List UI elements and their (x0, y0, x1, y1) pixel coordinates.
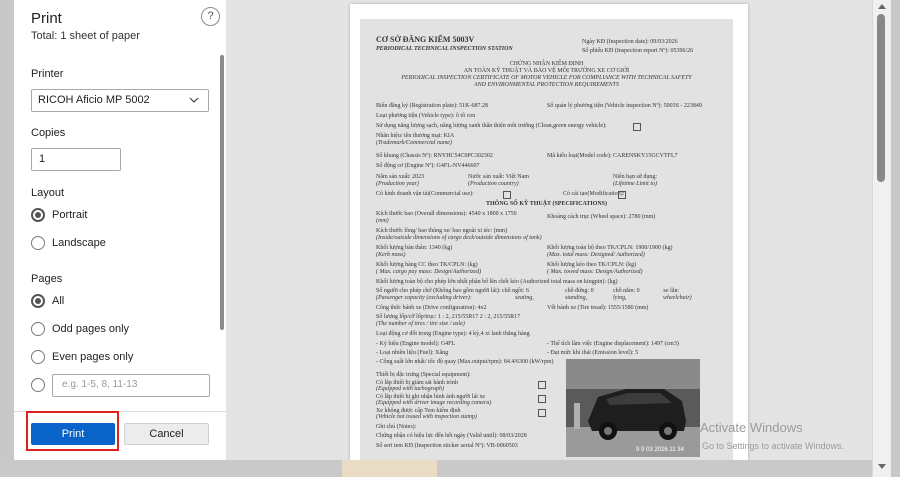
station-name: CƠ SỞ ĐĂNG KIỂM 5003V (376, 35, 475, 44)
print-settings-panel (14, 0, 227, 460)
scroll-up-icon[interactable] (878, 4, 886, 9)
cert-heading-1: CHỨNG NHẬN KIỂM ĐỊNH (509, 61, 584, 67)
doc-line: chỗ đứng: 0 (565, 288, 594, 294)
doc-line: Có kinh doanh vận tải(Commercial use): (376, 191, 474, 197)
doc-line: Nước sản xuất: Việt Nam (468, 174, 529, 180)
doc-line: seating, (515, 295, 534, 301)
doc-line: - Đạt mức khí thải (Emission level): 5 (547, 350, 639, 356)
doc-line: Có lắp thiết bị giám sát hành trình (376, 380, 458, 386)
doc-line: Nhãn hiệu/ tên thương mại: KIA (376, 133, 455, 139)
doc-line: standing, (565, 295, 588, 301)
doc-line: (Equipped with tachograph) (376, 386, 444, 392)
print-preview (226, 0, 872, 460)
chevron-down-icon (189, 93, 199, 111)
doc-line: (Production year) (376, 181, 419, 187)
checkbox (503, 191, 511, 199)
panel-scrollbar[interactable] (220, 55, 224, 330)
report-number: Số phiếu KĐ (Inspection report Nº): 05396/26 (582, 48, 694, 54)
doc-line: Có lắp thiết bị ghi nhận hình ảnh người lái xe (376, 394, 486, 400)
doc-line: Kích thước bao (Overall dimensions): 4540 x 1800 x 1750 (376, 211, 517, 217)
radio-custom-range[interactable] (31, 378, 45, 392)
doc-line: lying, (613, 295, 627, 301)
layout-option-landscape[interactable]: Landscape (52, 237, 106, 249)
printer-select[interactable] (31, 89, 209, 112)
doc-line: Thiết bị đặc trưng (Special equipment): (376, 372, 471, 378)
doc-line: - Công suất lớn nhất/ tốc độ quay (Max.output/rpm): 84.4/6300 (kW/rpm) (376, 359, 554, 365)
doc-line: Khối lượng bản thân: 1340 (kg) (376, 245, 453, 251)
layout-option-portrait[interactable]: Portrait (52, 209, 88, 221)
doc-line: (Equipped with driver image recording camera) (376, 400, 492, 406)
preview-scrollbar[interactable] (872, 0, 891, 477)
doc-line: (The number of tires / tire size / axle) (376, 321, 465, 327)
cert-heading-2: AN TOÀN KỸ THUẬT VÀ BẢO VỆ MÔI TRƯỜNG XE CƠ GIỚI (463, 68, 630, 74)
doc-line: (Kerb mass) (376, 252, 406, 258)
print-button[interactable]: Print (31, 423, 115, 445)
doc-line: (Production country) (468, 181, 519, 187)
doc-line: Biển đăng ký (Registration plate): 51K-687.28 (376, 103, 488, 109)
doc-line: - Loại nhiên liệu (Fuel): Xăng (376, 350, 449, 356)
doc-line: Số động cơ (Engine Nº): G4FL-NV446607 (376, 163, 480, 169)
radio-even[interactable] (31, 350, 45, 364)
preview-page (350, 4, 748, 460)
doc-line: Loại phương tiện (Vehicle type): ô tô con (376, 113, 476, 119)
inspection-date: Ngày KĐ (Inspection date): 09/03/2026 (582, 39, 678, 45)
checkbox (633, 123, 641, 131)
sheet-count: Total: 1 sheet of paper (31, 30, 140, 42)
doc-line: Năm sản xuất: 2023 (376, 174, 425, 180)
doc-line: (Inside/outside dimensions of cargo deck/outside dimensions of tank) (376, 235, 542, 241)
photo-timestamp: 9 9 03 2026 11 34 (636, 447, 684, 453)
doc-line: (Max. total mass: Designed/ Authorized) (547, 252, 645, 258)
pages-option-even[interactable]: Even pages only (52, 351, 134, 363)
scrollbar-thumb[interactable] (877, 14, 885, 182)
doc-line: - Ký hiệu (Engine model): G4FL (376, 341, 456, 347)
doc-line: Khối lượng toàn bộ cho phép lớn nhất phân bổ lên chốt kéo (Authorized total mass on kingpin): (kg) (376, 279, 618, 285)
doc-line: (Passenger capacity (excluding driver): (376, 295, 472, 301)
specs-heading: THÔNG SỐ KỸ THUẬT (SPECIFICATIONS) (485, 201, 608, 207)
pages-label: Pages (31, 273, 63, 285)
doc-line: Chứng nhận có hiệu lực đến hết ngày (Valid until): 08/03/2028 (376, 433, 527, 439)
radio-landscape[interactable] (31, 236, 45, 250)
checkbox (538, 395, 546, 403)
doc-line: Khối lượng toàn bộ theo TK/CPLN: 1900/1900 (kg) (547, 245, 673, 251)
doc-line: Mã kiểu loại(Model code): CARENSKY15GCVTFL7 (547, 153, 678, 159)
radio-all[interactable] (31, 294, 45, 308)
layout-label: Layout (31, 187, 65, 199)
printer-value: RICOH Aficio MP 5002 (38, 94, 150, 106)
radio-portrait[interactable] (31, 208, 45, 222)
doc-line: ( Max. cargo pay mass: Design/Authorized) (376, 269, 482, 275)
checkbox (618, 191, 626, 199)
doc-line: Ghi chú (Notes): (376, 424, 417, 430)
pages-option-all[interactable]: All (52, 295, 65, 307)
doc-line: xe lăn: (663, 288, 680, 294)
copies-label: Copies (31, 127, 66, 139)
page-title: Print (31, 10, 62, 27)
background-page-peek (342, 460, 437, 477)
doc-line: Vết bánh xe (Tire tread): 1555/1580 (mm) (547, 305, 649, 311)
page-range-placeholder: e.g. 1-5, 8, 11-13 (62, 379, 138, 390)
copies-input[interactable] (31, 148, 121, 171)
doc-line: chỗ nằm: 0 (613, 288, 640, 294)
doc-line: Công thức bánh xe (Drive configuration): 4x2 (376, 305, 487, 311)
doc-line: Xe không được cấp Tem kiểm định (376, 408, 461, 414)
doc-line: (mm) (376, 218, 389, 224)
doc-line: Số seri tem KĐ (Inspection sticker serial Nº): VB-0060503 (376, 443, 518, 449)
activation-watermark: Activate Windows (700, 420, 803, 435)
cert-heading-en-1: PERIODICAL INSPECTION CERTIFICATE OF MOTOR VEHICLE FOR COMPLIANCE WITH TECHNICAL SAFETY (401, 75, 692, 81)
doc-line: - Thể tích làm việc (Engine displacement): 1497 (cm3) (547, 341, 679, 347)
cert-heading-en-2: AND ENVIRONMENTAL PROTECTION REQUIREMENTS (474, 82, 619, 88)
checkbox (538, 381, 546, 389)
doc-line: Số quản lý phương tiện (Vehicle inspection Nº): 5003S - 223849 (547, 103, 702, 109)
doc-line: (Trademark/Commercial name) (376, 140, 452, 146)
printer-label: Printer (31, 68, 64, 80)
doc-line: Niên hạn sử dụng: (613, 174, 658, 180)
activation-watermark-sub: Go to Settings to activate Windows. (702, 441, 845, 451)
doc-line: Sử dụng năng lượng sạch, năng lượng xanh thân thiện môi trường (Clean,green energy vehicle): (376, 123, 607, 129)
page-range-input[interactable] (52, 374, 210, 397)
doc-line: Có cải tạo(Modification): (563, 191, 625, 197)
inspection-certificate (360, 19, 733, 460)
doc-line: Kích thước lòng/ bao thùng xe/ bao ngoài xi téc: (mm) (376, 228, 508, 234)
background-strip (0, 460, 872, 477)
station-name-en: PERIODICAL TECHNICAL INSPECTION STATION (376, 46, 513, 52)
cancel-button[interactable]: Cancel (124, 423, 209, 445)
doc-line: Số khung (Chassis Nº): RNYHC54C0PC302302 (376, 153, 493, 159)
doc-line: (Vehicle not issued with inspection stamp) (376, 414, 477, 420)
radio-odd[interactable] (31, 322, 45, 336)
doc-line: ( Max. towed mass: Design/Authorized) (547, 269, 643, 275)
doc-line: wheelchair) (663, 295, 692, 301)
copies-value: 1 (39, 153, 46, 165)
help-icon[interactable]: ? (201, 7, 220, 26)
checkbox (538, 409, 546, 417)
doc-line: Khối lượng kéo theo TK/CPLN: (kg) (547, 262, 637, 268)
scroll-down-icon[interactable] (878, 464, 886, 469)
doc-line: Loại động cơ đốt trong (Engine type): 4 kỳ,4 xi lanh thẳng hàng (376, 331, 530, 337)
doc-line: Khoảng cách trục (Wheel space): 2780 (mm) (547, 214, 656, 220)
doc-line: Số người cho phép chở (Không bao gồm người lái): chỗ ngồi: 6 (376, 288, 530, 294)
pages-option-odd[interactable]: Odd pages only (52, 323, 130, 335)
doc-line: Khối lượng hàng CC theo TK/CPLN: (kg) (376, 262, 478, 268)
vehicle-photo (566, 359, 700, 457)
doc-line: (Lifetime Limit to) (613, 181, 657, 187)
doc-line: Số lượng lốp/cỡ lốp/trục: 1 : 2, 215/55R17 2 : 2, 215/55R17 (376, 314, 521, 320)
